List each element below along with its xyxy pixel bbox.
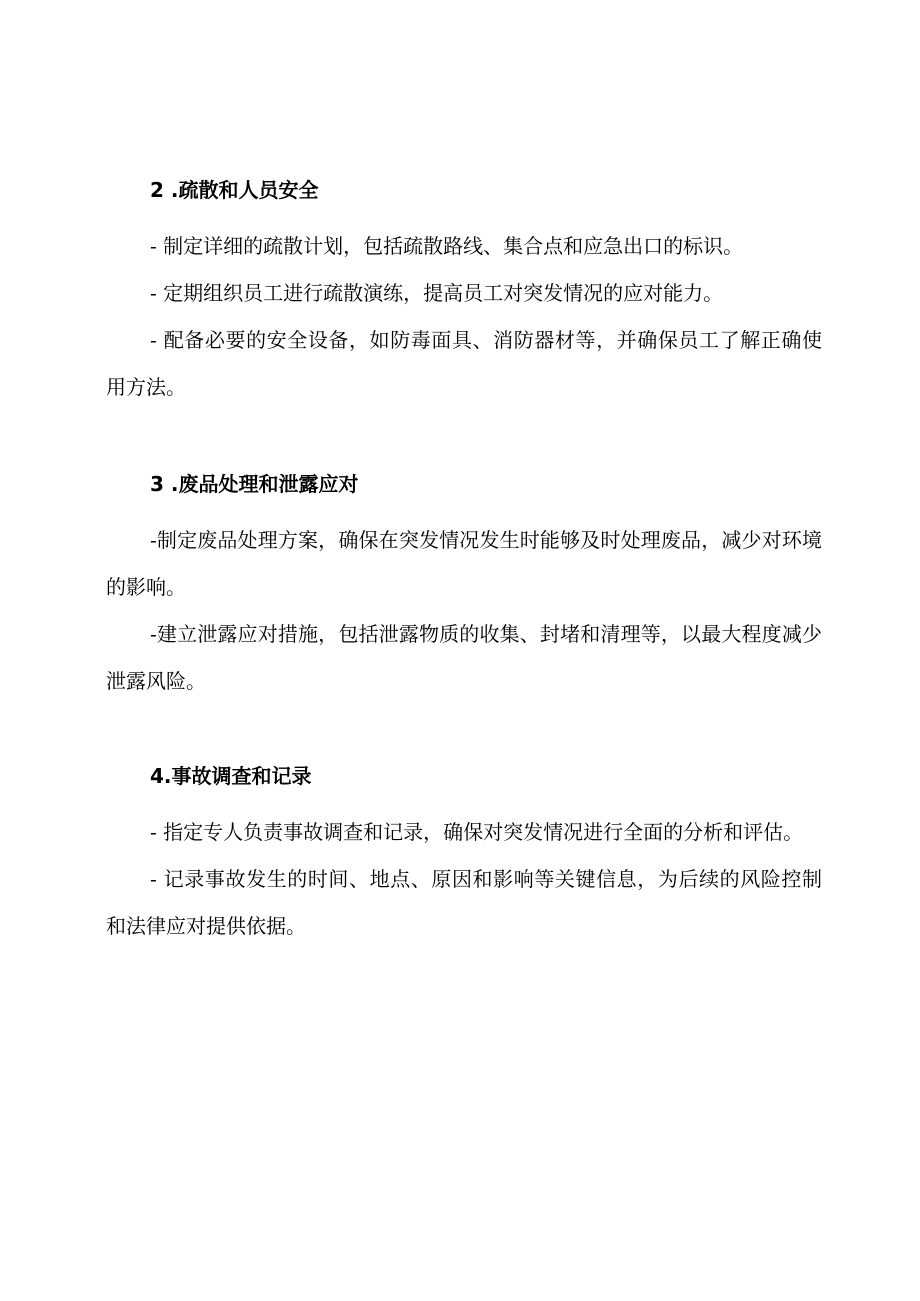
section-incident-investigation: [106, 762, 822, 950]
section-waste-leak: [106, 470, 822, 705]
list-item: - 记录事故发生的时间、地点、原因和影响等关键信息，为后续的风险控制和法律应对提供依据。: [106, 867, 822, 938]
section-evacuation: [106, 176, 822, 411]
section-heading: 4.事故调查和记录: [150, 764, 312, 788]
list-item: - 指定专人负责事故调查和记录，确保对突发情况进行全面的分析和评估。: [150, 820, 804, 844]
list-item: - 制定详细的疏散计划，包括疏散路线、集合点和应急出口的标识。: [150, 234, 744, 258]
section-heading: 3 .废品处理和泄露应对: [150, 472, 359, 496]
list-item: - 定期组织员工进行疏散演练，提高员工对突发情况的应对能力。: [150, 281, 724, 305]
list-item: - 配备必要的安全设备，如防毒面具、消防器材等，并确保员工了解正确使用方法。: [106, 328, 822, 399]
list-item: -建立泄露应对措施，包括泄露物质的收集、封堵和清理等，以最大程度减少泄露风险。: [106, 622, 822, 693]
list-item: -制定废品处理方案，确保在突发情况发生时能够及时处理废品，减少对环境的影响。: [106, 528, 822, 599]
section-heading: 2 .疏散和人员安全: [150, 178, 319, 202]
